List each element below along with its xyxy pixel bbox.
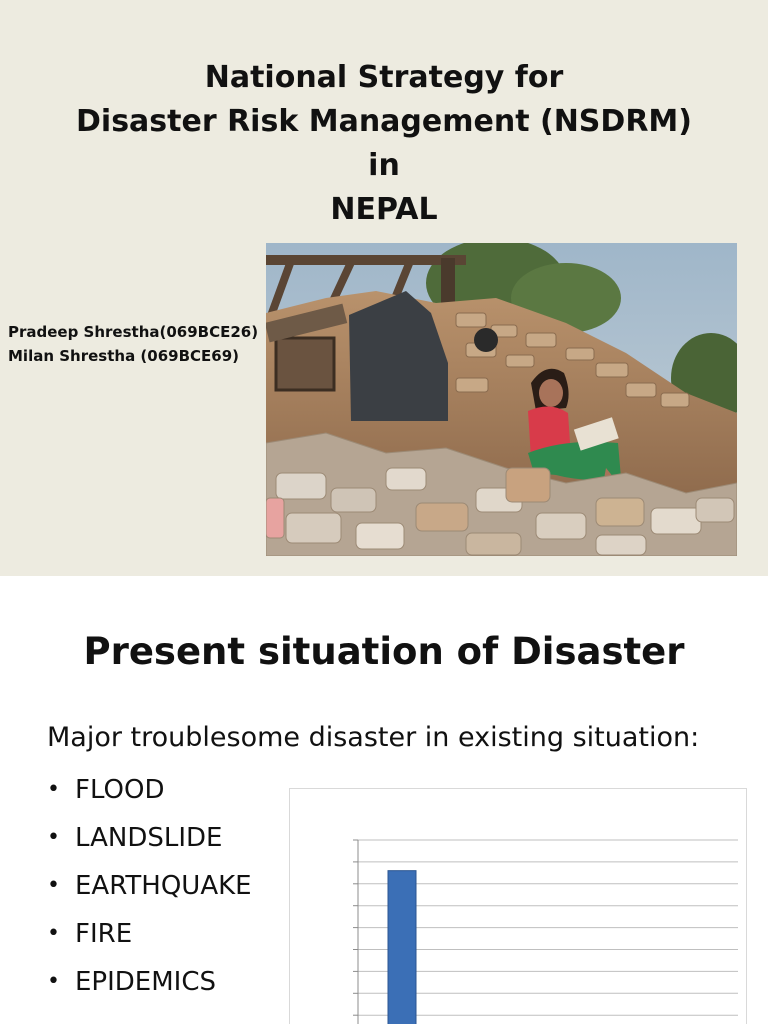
chart-bar: [388, 871, 416, 1024]
title-line: National Strategy for: [204, 60, 564, 95]
intro-text: Major troublesome disaster in existing situation:: [47, 722, 700, 753]
list-item: [47, 766, 252, 814]
list-item-label: FLOOD: [75, 775, 165, 805]
authors: [8, 320, 258, 368]
list-item-label: LANDSLIDE: [75, 823, 223, 853]
list-item: [47, 910, 252, 958]
bullet-icon: •: [47, 969, 60, 994]
author-name: Pradeep Shrestha(069BCE26): [8, 323, 259, 341]
earthquake-ruins-photo: [266, 243, 737, 556]
bullet-icon: •: [47, 777, 60, 802]
bullet-icon: •: [47, 873, 60, 898]
disaster-list: [47, 766, 252, 1006]
author-name: Milan Shrestha (069BCE69): [8, 347, 239, 365]
list-item: [47, 814, 252, 862]
list-item-label: EARTHQUAKE: [75, 871, 252, 901]
title-line: Disaster Risk Management (NSDRM): [76, 104, 692, 139]
slide-title: [0, 56, 768, 232]
list-item: [47, 862, 252, 910]
title-line: in: [368, 148, 400, 183]
chart-plot: [290, 789, 748, 1024]
list-item: [47, 958, 252, 1006]
present-situation-slide: [0, 576, 768, 1024]
list-item-label: FIRE: [75, 919, 133, 949]
bullet-icon: •: [47, 921, 60, 946]
bullet-icon: •: [47, 825, 60, 850]
slide-title: Present situation of Disaster: [83, 630, 685, 673]
title-line: NEPAL: [330, 192, 438, 227]
disaster-bar-chart: [289, 788, 747, 1024]
list-item-label: EPIDEMICS: [75, 967, 216, 997]
